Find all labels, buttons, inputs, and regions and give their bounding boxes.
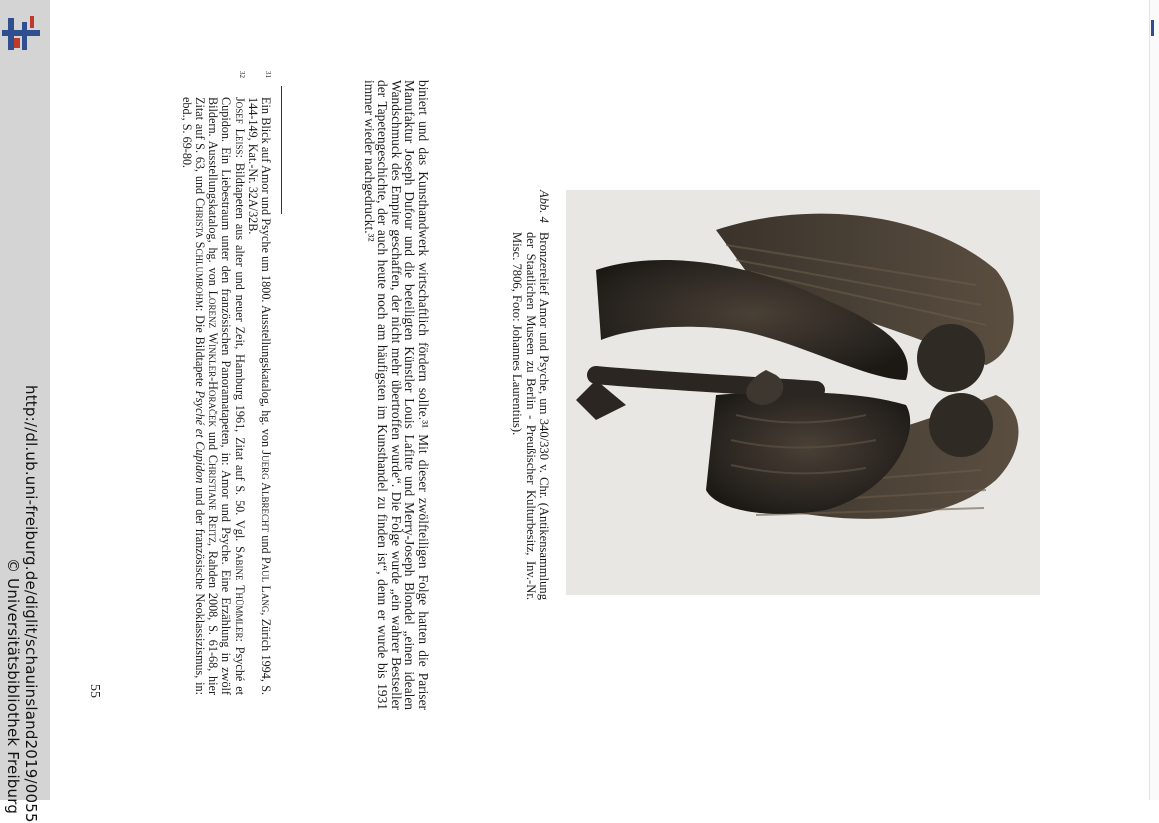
footnote-text: Paul Lang [259, 556, 273, 613]
footnote-31 [245, 71, 273, 696]
page-number: 55 [87, 684, 102, 698]
page-edge [1149, 0, 1159, 800]
body-paragraph: biniert und das Kunsthandwerk wirtschaftlich fördern sollte.³¹ Mit dieser zwölfteiligen Folge hatten die Pariser Manufaktur Joseph Dufour und die beteiligten Künstler Louis Lafitte und Merry-Joseph Blondel „einen idealen Wandschmuck des Empire geschaffen, der nicht mehr übertroffen wurde“. Die Folge wurde „ein wahrer Bestseller der Tapetengeschichte, der auch heute noch am häufigsten im Kunsthandel zu finden ist“, denn er wurde bis 1931 immer wieder nachgedruckt.³² [362, 80, 431, 710]
footnote-text: und [259, 532, 273, 557]
footnotes [179, 71, 273, 696]
footnote-text: und der französische Neoklassizismus, in: ebd., S. 69-80. [179, 97, 207, 695]
figure-caption [510, 190, 550, 600]
edge-marker [1151, 20, 1154, 36]
library-side-strip [0, 0, 50, 823]
footnote-text: : Bildtapeten aus alter und neuer Zeit, Hamburg 1961, Zitat auf S. 50. Vgl. [232, 154, 247, 547]
library-copyright-stamp: © Universitätsbibliothek Freiburg [4, 558, 22, 815]
figure-caption-text: Bronzerelief Amor und Psyche, um 340/330 v. Chr. (Antikensammlung der Staatlichen Museen zu Berlin - Preußischer Kulturbesitz, Inv.-Nr. Misc. 7806, Foto: Johannes Laurentius). [510, 232, 551, 600]
footnote-number: 32 [237, 71, 246, 78]
footnote-text: : Die Bildtapete [192, 307, 207, 391]
footnote-divider [281, 86, 282, 214]
footnote-number: 31 [264, 71, 272, 78]
footnote-text: : Psyché et Cupidon. Ein Liebestraum unter den französischen Panoramatapeten, in: Amor und Psyche. Eine Erzählung in zwölf Bildern. Ausstellungskatalog, hg. von [206, 97, 247, 695]
footnote-text: Psyché et Cupidon [192, 390, 207, 484]
footnote-text: Ein Blick auf Amor und Psyche um 1800. Ausstellungskatalog, hg. von [259, 97, 273, 451]
bronze-relief-image [566, 190, 1040, 595]
university-library-logo-icon [0, 10, 44, 52]
footnote-text: Lorenz Winkler-Horaček [206, 290, 221, 427]
footnote-text: Christiane Reitz [206, 454, 221, 543]
footnote-text: , Zürich 1994, S. 144-149, Kat.-Nr. 32A/32B. [245, 97, 273, 696]
footnote-text: und [206, 427, 221, 455]
footnote-text: Christa Schlumbohm [192, 197, 207, 308]
footnote-32 [179, 71, 247, 696]
figure-label: Abb. 4 [537, 190, 551, 223]
footnote-text: Juerg Albrecht [259, 450, 273, 533]
footnote-text: , Rahden 2008, S. 61-68, hier Zitat auf S. 63, und [192, 97, 221, 696]
library-url-stamp: http://dl.ub.uni-freiburg.de/diglit/schauinsland2019/0055 [22, 385, 40, 823]
footnote-text: Josef Leiss [232, 97, 247, 155]
footnote-text: Sabine Thümmler [232, 546, 247, 639]
